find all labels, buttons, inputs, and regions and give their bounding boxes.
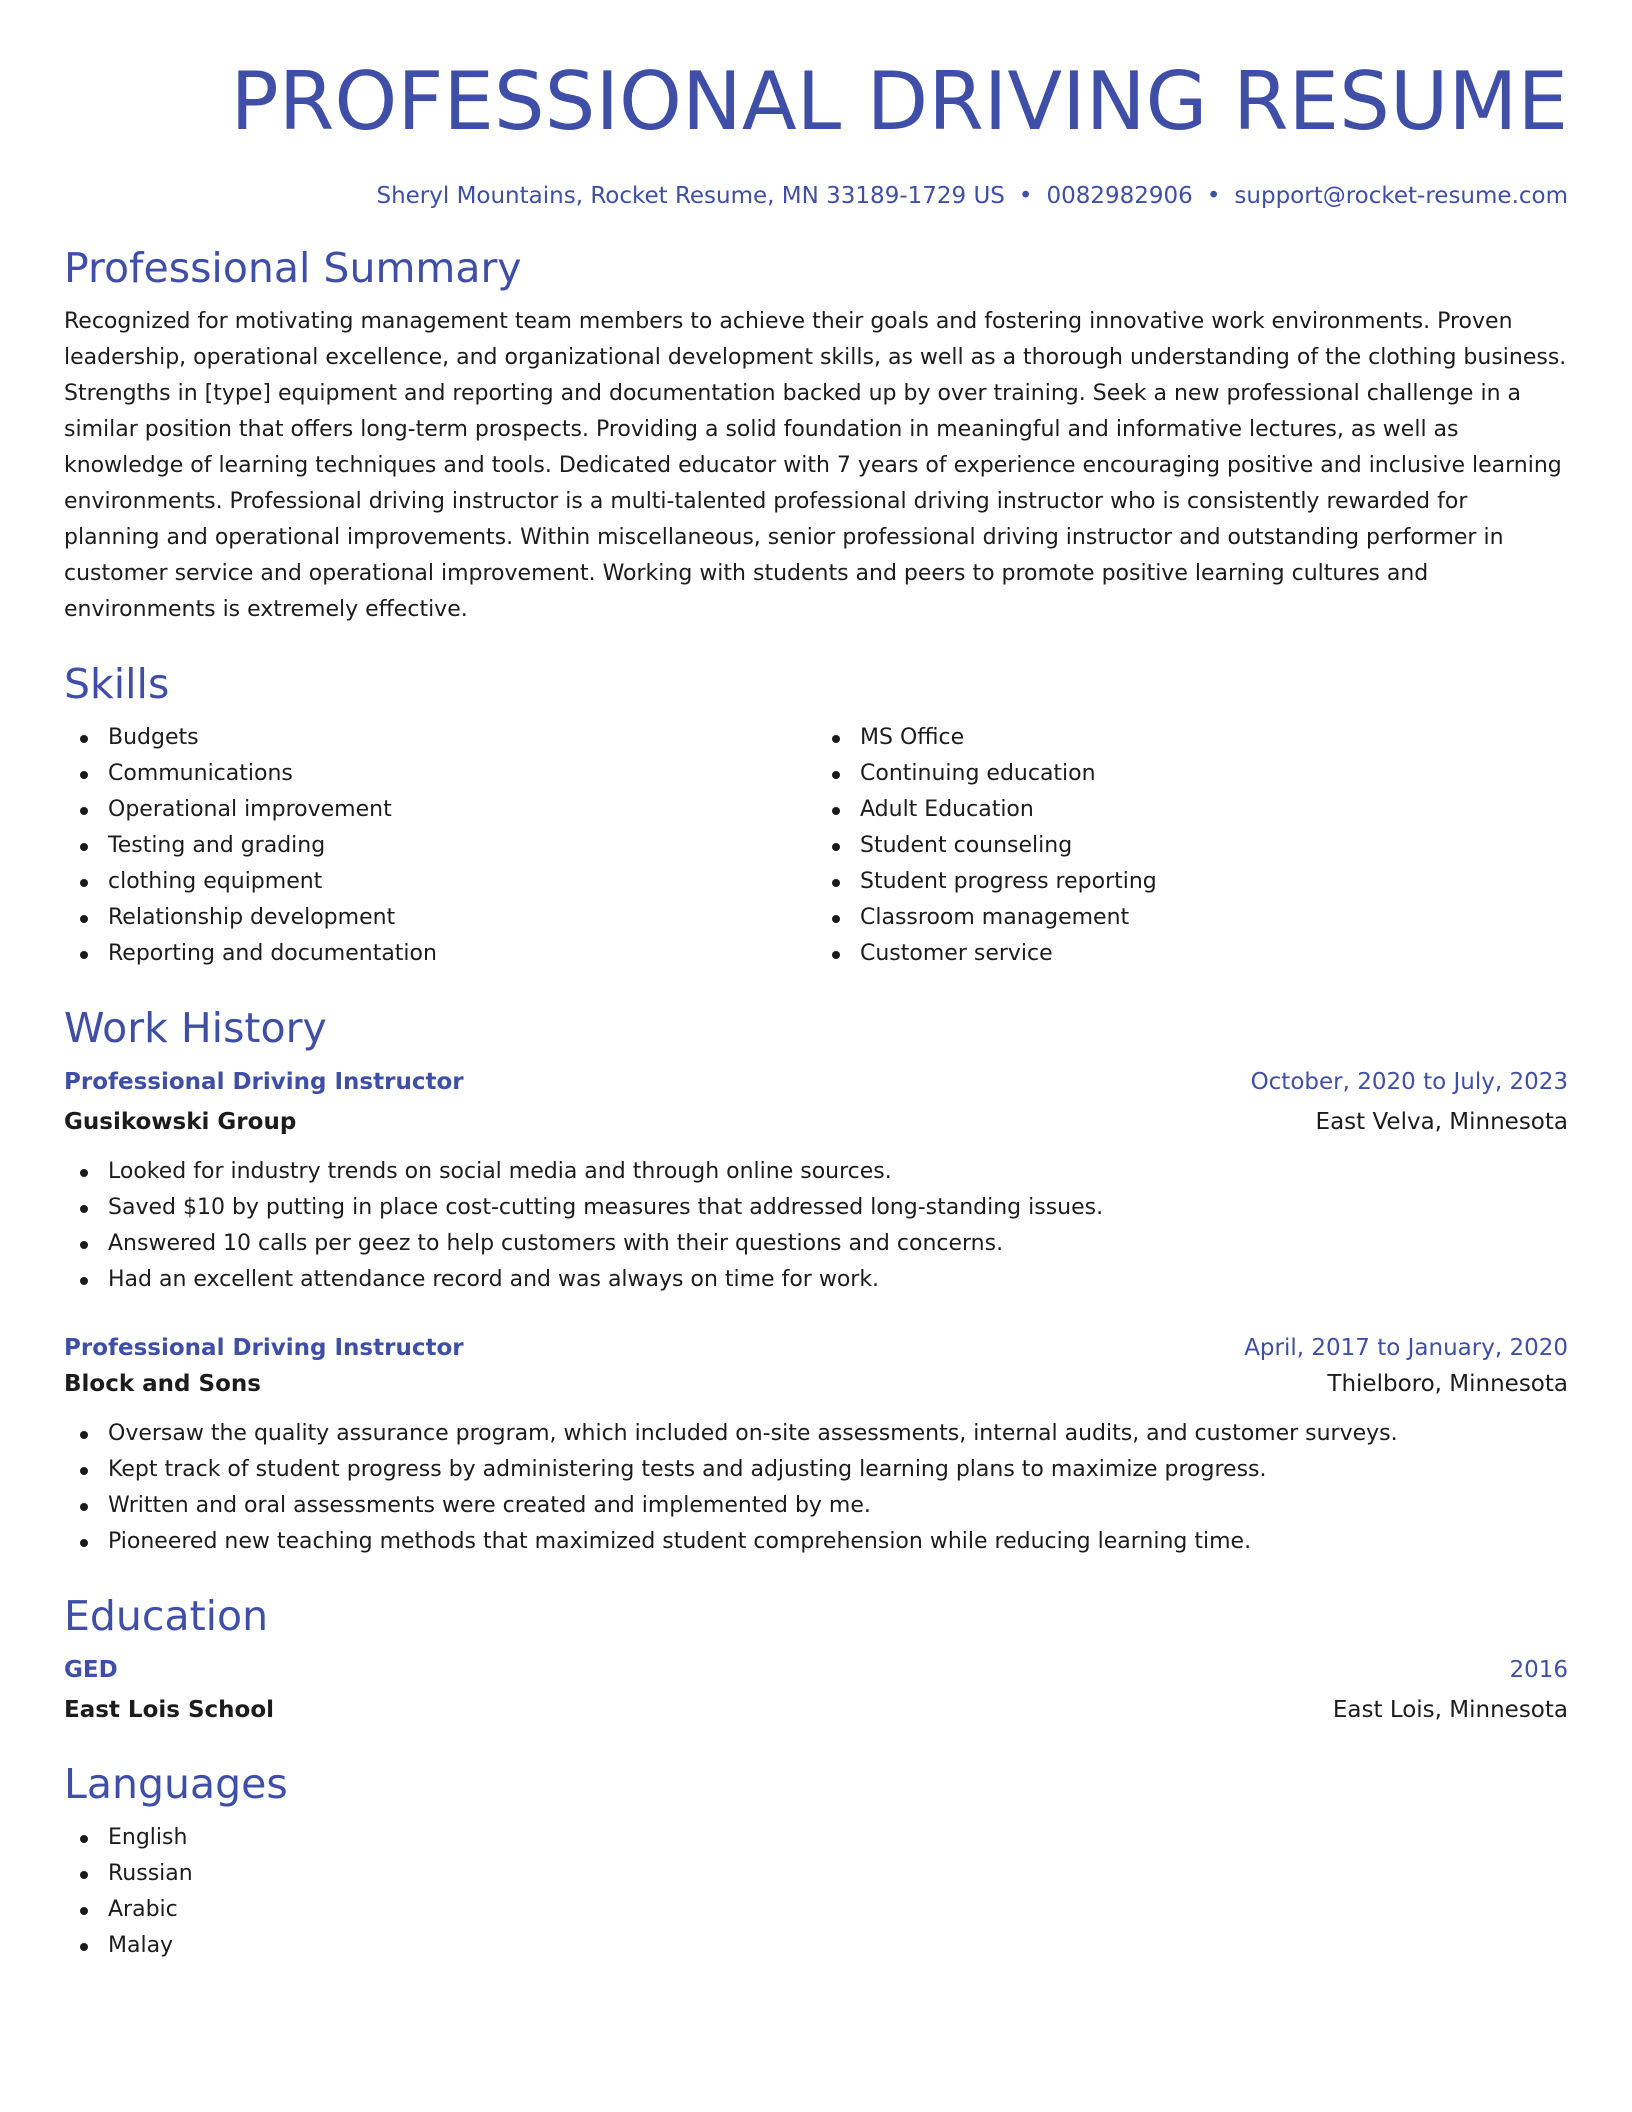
resume-header: [64, 50, 1568, 212]
education-school-row: [64, 1692, 1568, 1728]
summary-heading: Professional Summary: [64, 244, 522, 292]
job-location: East Velva, Minnesota: [1315, 1109, 1568, 1135]
resume-title: PROFESSIONAL DRIVING RESUME: [230, 55, 1568, 148]
job-bullet: Saved $10 by putting in place cost-cutting measures that addressed long-standing issues.: [64, 1190, 1568, 1226]
skill-item: MS Office: [816, 720, 1568, 756]
job-bullet: Oversaw the quality assurance program, which included on-site assessments, internal audits, and customer surveys.: [64, 1416, 1568, 1452]
education-section: [64, 1590, 1568, 1728]
job-bullet: Had an excellent attendance record and was always on time for work.: [64, 1262, 1568, 1298]
job-company: Block and Sons: [64, 1371, 261, 1397]
skill-item: Operational improvement: [64, 792, 816, 828]
job-bullet: Written and oral assessments were created and implemented by me.: [64, 1488, 1568, 1524]
language-item: Arabic: [64, 1892, 1568, 1928]
work-history-section: [64, 1002, 1568, 1560]
contact-address: Sheryl Mountains, Rocket Resume, MN 33189-1729 US: [376, 183, 1005, 209]
summary-section: [64, 242, 1568, 628]
education-school: East Lois School: [64, 1697, 275, 1723]
contact-separator: •: [1018, 183, 1033, 209]
job-bullet: Kept track of student progress by administering tests and adjusting learning plans to maximize progress.: [64, 1452, 1568, 1488]
language-item: English: [64, 1820, 1568, 1856]
skills-list-left: [64, 720, 816, 972]
summary-text: Recognized for motivating management team members to achieve their goals and fostering innovative work environments. Proven leadership, operational excellence, and organizational development skills, as well as a thorough understanding of the clothing business. Strengths in [type] equipment and reporting and documentation backed up by over training. Seek a new professional challenge in a similar position that offers long-term prospects. Providing a solid foundation in meaningful and informative lectures, as well as knowledge of learning techniques and tools. Dedicated educator with 7 years of experience encouraging positive and inclusive learning environments. Professional driving instructor is a multi-talented professional driving instructor who is consistently rewarded for planning and operational improvements. Within miscellaneous, senior professional driving instructor and outstanding performer in customer service and operational improvement. Working with students and peers to promote positive learning cultures and environments is extremely effective.: [64, 309, 1567, 622]
job-header-row: [64, 1064, 1568, 1100]
language-item: Malay: [64, 1928, 1568, 1964]
job-entry: [64, 1064, 1568, 1298]
languages-heading: Languages: [64, 1760, 288, 1808]
job-entry: [64, 1330, 1568, 1560]
skill-item: Communications: [64, 756, 816, 792]
job-title: Professional Driving Instructor: [64, 1335, 464, 1361]
skill-item: clothing equipment: [64, 864, 816, 900]
education-header-row: [64, 1652, 1568, 1688]
skill-item: Relationship development: [64, 900, 816, 936]
job-company-row: [64, 1366, 1568, 1402]
education-heading: Education: [64, 1592, 269, 1640]
contact-separator: •: [1206, 183, 1221, 209]
skills-section: [64, 658, 1568, 972]
skills-column-right: [816, 720, 1568, 972]
contact-email: support@rocket-resume.com: [1234, 183, 1568, 209]
skill-item: Student progress reporting: [816, 864, 1568, 900]
job-bullet: Pioneered new teaching methods that maximized student comprehension while reducing learning time.: [64, 1524, 1568, 1560]
job-bullet: Looked for industry trends on social media and through online sources.: [64, 1154, 1568, 1190]
skill-item: Testing and grading: [64, 828, 816, 864]
job-bullets: [64, 1416, 1568, 1560]
education-location: East Lois, Minnesota: [1332, 1697, 1568, 1723]
skills-heading: Skills: [64, 660, 170, 708]
job-bullets: [64, 1154, 1568, 1298]
skill-item: Adult Education: [816, 792, 1568, 828]
skill-item: Reporting and documentation: [64, 936, 816, 972]
skills-column-left: [64, 720, 816, 972]
skill-item: Continuing education: [816, 756, 1568, 792]
education-year: 2016: [1509, 1657, 1568, 1683]
language-item: Russian: [64, 1856, 1568, 1892]
job-bullet: Answered 10 calls per geez to help customers with their questions and concerns.: [64, 1226, 1568, 1262]
job-dates: October, 2020 to July, 2023: [1250, 1069, 1568, 1095]
languages-list: [64, 1820, 1568, 1964]
education-degree: GED: [64, 1657, 118, 1683]
job-location: Thielboro, Minnesota: [1327, 1371, 1568, 1397]
skill-item: Student counseling: [816, 828, 1568, 864]
job-company-row: [64, 1104, 1568, 1140]
skill-item: Classroom management: [816, 900, 1568, 936]
contact-phone: 0082982906: [1046, 183, 1193, 209]
contact-line: [64, 180, 1568, 212]
job-header-row: [64, 1330, 1568, 1366]
work-history-heading: Work History: [64, 1004, 327, 1052]
languages-section: [64, 1758, 1568, 1964]
skill-item: Customer service: [816, 936, 1568, 972]
skill-item: Budgets: [64, 720, 816, 756]
job-company: Gusikowski Group: [64, 1109, 297, 1135]
job-dates: April, 2017 to January, 2020: [1244, 1335, 1568, 1361]
skills-list-right: [816, 720, 1568, 972]
skills-grid: [64, 720, 1568, 972]
job-title: Professional Driving Instructor: [64, 1069, 464, 1095]
